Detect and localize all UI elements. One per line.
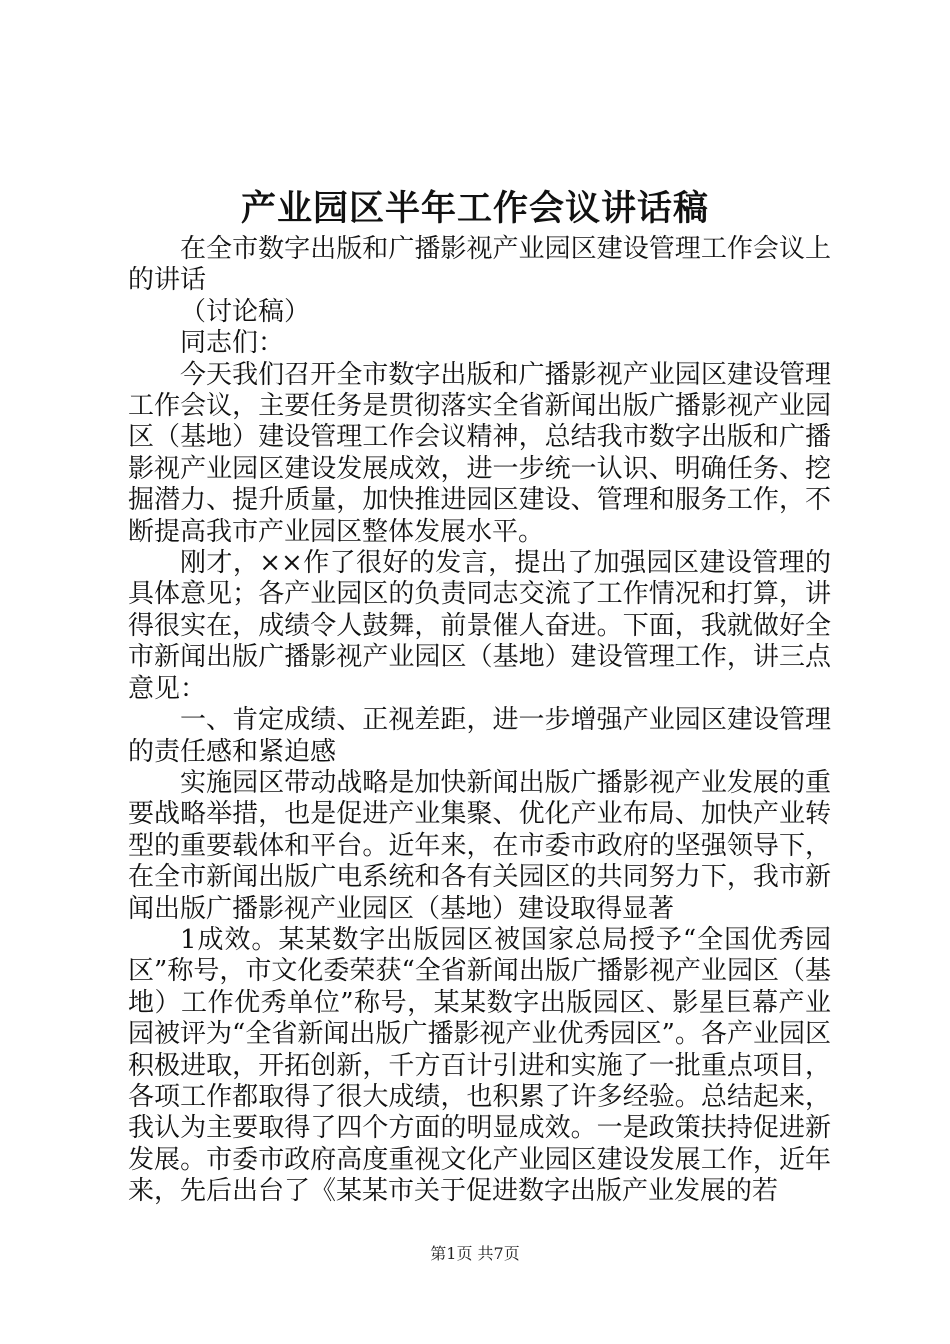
- paragraph-remarks: 刚才，××作了很好的发言，提出了加强园区建设管理的具体意见；各产业园区的负责同志交流了工作情况和打算，讲得很实在，成绩令人鼓舞，前景催人奋进。下面，我就做好全市新闻出版广播影视产业园区（基地）建设管理工作，讲三点意见：: [128, 548, 831, 704]
- page-number-footer: 第1页 共7页: [430, 1244, 520, 1263]
- document-body: [128, 234, 831, 1208]
- document-title: 产业园区半年工作会议讲话稿: [240, 188, 709, 229]
- paragraph-draft-note: （讨论稿）: [180, 296, 311, 327]
- paragraph-achievements: 1成效。某某数字出版园区被国家总局授予“全国优秀园区”称号，市文化委荣获“全省新闻出版广播影视产业园区（基地）工作优秀单位”称号，某某数字出版园区、影星巨幕产业园被评为“全省新闻出版广播影视产业优秀园区”。各产业园区积极进取，开拓创新，千方百计引进和实施了一批重点项目，各项工作都取得了很大成绩，也积累了许多经验。总结起来，我认为主要取得了四个方面的明显成效。一是政策扶持促进新发展。市委市政府高度重视文化产业园区建设发展工作，近年来，先后出台了《某某市关于促进数字出版产业发展的若: [128, 924, 831, 1207]
- paragraph-speech-subtitle: 在全市数字出版和广播影视产业园区建设管理工作会议上的讲话: [128, 234, 831, 296]
- paragraph-salutation: 同志们：: [180, 328, 285, 359]
- paragraph-intro: 今天我们召开全市数字出版和广播影视产业园区建设管理工作会议，主要任务是贯彻落实全省新闻出版广播影视产业园区（基地）建设管理工作会议精神，总结我市数字出版和广播影视产业园区建设发展成效，进一步统一认识、明确任务、挖掘潜力、提升质量，加快推进园区建设、管理和服务工作，不断提高我市产业园区整体发展水平。: [128, 359, 831, 547]
- paragraph-strategy: 实施园区带动战略是加快新闻出版广播影视产业发展的重要战略举措，也是促进产业集聚、优化产业布局、加快产业转型的重要载体和平台。近年来，在市委市政府的坚强领导下，在全市新闻出版广电系统和各有关园区的共同努力下，我市新闻出版广播影视产业园区（基地）建设取得显著: [128, 767, 831, 924]
- paragraph-section-heading-1: 一、肯定成绩、正视差距，进一步增强产业园区建设管理的责任感和紧迫感: [128, 705, 831, 767]
